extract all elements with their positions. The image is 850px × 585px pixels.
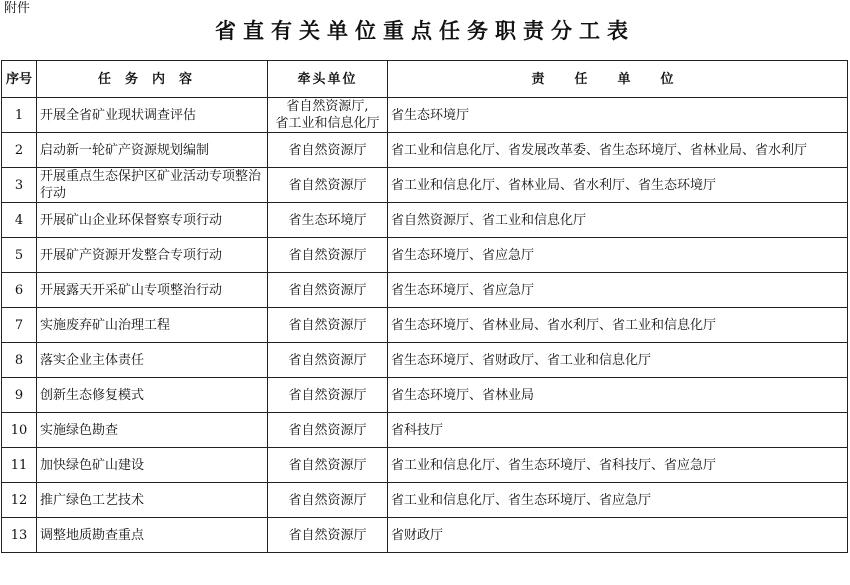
table-row [2,238,848,273]
lead-unit-line: 省自然资源厅 [288,317,367,333]
header-responsible-units: 责任单位 [388,61,848,98]
lead-unit-line: 省自然资源厅 [288,282,367,298]
cell-serial-number: 9 [2,378,37,413]
cell-responsible-units: 省工业和信息化厅、省发展改革委、省生态环境厅、省林业局、省水利厅 [388,133,848,168]
lead-unit-line: 省自然资源厅 [288,177,367,193]
cell-serial-number: 4 [2,203,37,238]
cell-task-content: 加快绿色矿山建设 [37,448,268,483]
lead-unit-line: 省自然资源厅 [288,387,367,403]
cell-responsible-units: 省生态环境厅、省应急厅 [388,273,848,308]
cell-task-content: 实施废弃矿山治理工程 [37,308,268,343]
cell-lead-unit [268,238,388,273]
cell-serial-number: 1 [2,98,37,133]
cell-lead-unit [268,308,388,343]
cell-task-content: 实施绿色勘查 [37,413,268,448]
cell-serial-number: 7 [2,308,37,343]
cell-serial-number: 5 [2,238,37,273]
lead-unit-line: 省自然资源厅 [288,492,367,508]
lead-unit-line: 省工业和信息化厅 [275,116,380,131]
task-responsibility-table [1,60,848,553]
cell-lead-unit [268,378,388,413]
table-row [2,168,848,203]
cell-lead-unit [268,98,388,133]
cell-lead-unit [268,518,388,553]
cell-responsible-units: 省工业和信息化厅、省生态环境厅、省科技厅、省应急厅 [388,448,848,483]
table-row [2,518,848,553]
cell-serial-number: 12 [2,483,37,518]
cell-responsible-units: 省财政厅 [388,518,848,553]
table-body [2,98,848,553]
table-row [2,273,848,308]
table-row [2,98,848,133]
cell-serial-number: 11 [2,448,37,483]
table-row [2,483,848,518]
cell-task-content: 开展露天开采矿山专项整治行动 [37,273,268,308]
cell-responsible-units: 省工业和信息化厅、省生态环境厅、省应急厅 [388,483,848,518]
cell-task-content: 推广绿色工艺技术 [37,483,268,518]
lead-unit-line: 省自然资源厅 [288,422,367,438]
cell-responsible-units: 省工业和信息化厅、省林业局、省水利厅、省生态环境厅 [388,168,848,203]
table-row [2,203,848,238]
attachment-label: 附件 [4,1,31,16]
cell-lead-unit [268,168,388,203]
cell-serial-number: 2 [2,133,37,168]
cell-responsible-units: 省生态环境厅、省应急厅 [388,238,848,273]
table-header-row [2,61,848,98]
cell-task-content: 启动新一轮矿产资源规划编制 [37,133,268,168]
lead-unit-line: 省自然资源厅 [288,457,367,473]
header-serial-number: 序号 [2,61,37,98]
lead-unit-line: 省生态环境厅 [288,212,367,228]
header-task-content: 任务内容 [37,61,268,98]
lead-unit-line: 省自然资源厅 [288,352,367,368]
table-row [2,308,848,343]
cell-task-content: 开展矿产资源开发整合专项行动 [37,238,268,273]
table-row [2,378,848,413]
lead-unit-line: 省自然资源厅 [288,247,367,263]
cell-task-content: 创新生态修复模式 [37,378,268,413]
lead-unit-line: 省自然资源厅, [286,99,369,114]
cell-serial-number: 10 [2,413,37,448]
cell-lead-unit [268,413,388,448]
table-row [2,413,848,448]
cell-responsible-units: 省科技厅 [388,413,848,448]
lead-unit-line: 省自然资源厅 [288,142,367,158]
cell-serial-number: 8 [2,343,37,378]
cell-serial-number: 3 [2,168,37,203]
cell-lead-unit [268,203,388,238]
cell-serial-number: 13 [2,518,37,553]
cell-task-content: 开展重点生态保护区矿业活动专项整治行动 [37,168,268,203]
cell-responsible-units: 省生态环境厅、省财政厅、省工业和信息化厅 [388,343,848,378]
table-row [2,133,848,168]
cell-responsible-units: 省生态环境厅 [388,98,848,133]
cell-responsible-units: 省生态环境厅、省林业局、省水利厅、省工业和信息化厅 [388,308,848,343]
table-row [2,448,848,483]
lead-unit-line: 省自然资源厅 [288,527,367,543]
cell-task-content: 开展矿山企业环保督察专项行动 [37,203,268,238]
cell-lead-unit [268,133,388,168]
document-title: 省直有关单位重点任务职责分工表 [215,19,635,43]
cell-lead-unit [268,343,388,378]
table-row [2,343,848,378]
cell-responsible-units: 省生态环境厅、省林业局 [388,378,848,413]
cell-lead-unit [268,483,388,518]
cell-lead-unit [268,448,388,483]
cell-task-content: 落实企业主体责任 [37,343,268,378]
cell-serial-number: 6 [2,273,37,308]
header-lead-unit: 牵头单位 [268,61,388,98]
cell-lead-unit [268,273,388,308]
cell-task-content: 开展全省矿业现状调查评估 [37,98,268,133]
cell-task-content: 调整地质勘查重点 [37,518,268,553]
cell-responsible-units: 省自然资源厅、省工业和信息化厅 [388,203,848,238]
